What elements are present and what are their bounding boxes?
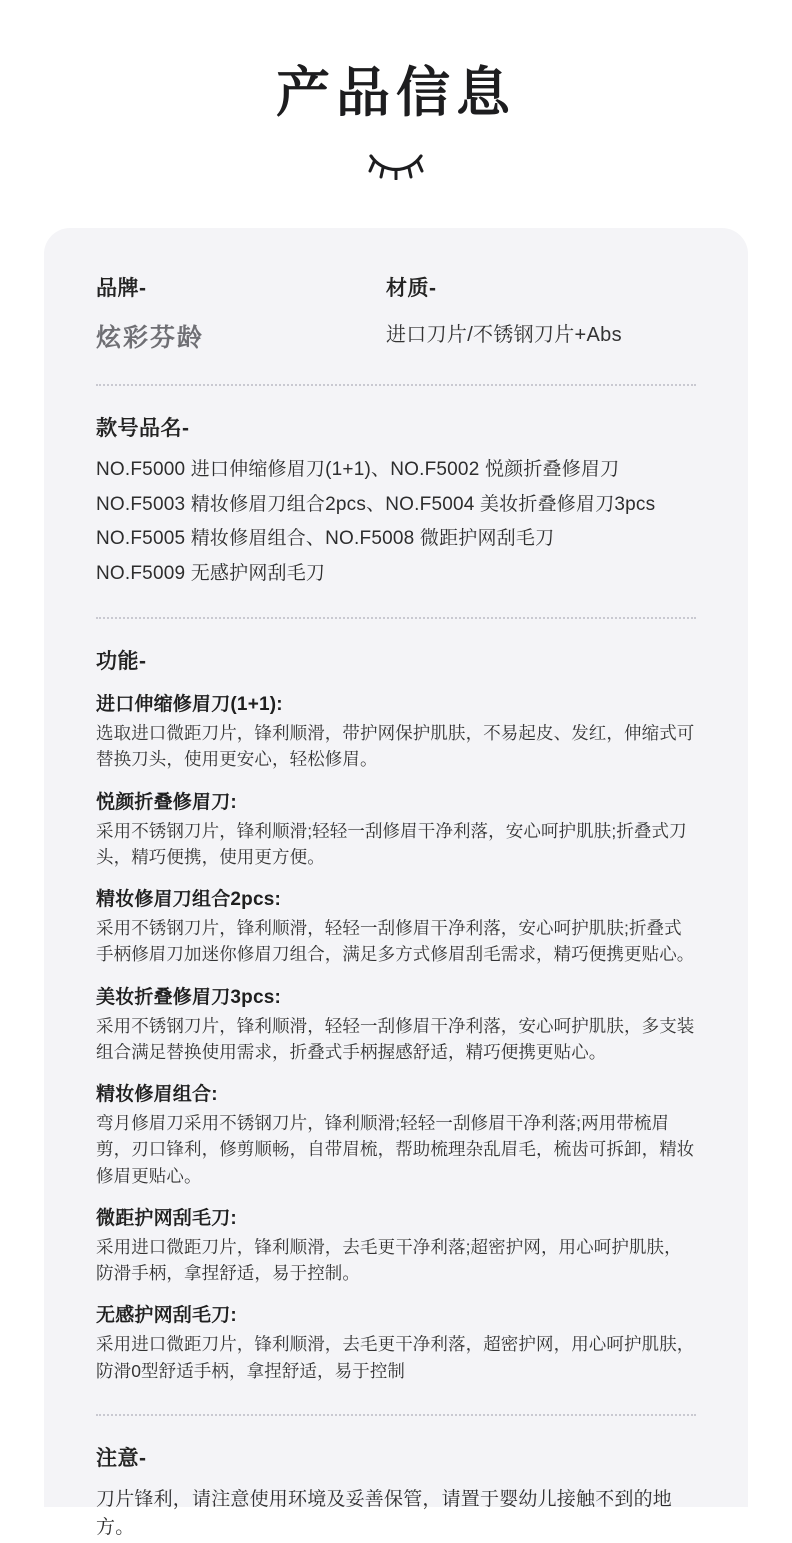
- model-line: NO.F5003 精妆修眉刀组合2pcs、NO.F5004 美妆折叠修眉刀3pcs: [96, 493, 656, 515]
- model-line: NO.F5005 精妆修眉组合、NO.F5008 微距护网刮毛刀: [96, 528, 555, 550]
- feature-item: [96, 787, 696, 871]
- models-list: [96, 456, 696, 587]
- models-label: 款号品名-: [96, 417, 190, 440]
- functions-section: [96, 645, 696, 1384]
- models-section: [96, 412, 696, 587]
- feature-item: [96, 1300, 696, 1384]
- page-title: 产品信息: [276, 63, 516, 123]
- feature-item: [96, 1203, 696, 1287]
- eyelash-ornament-icon: [0, 148, 792, 182]
- functions-label: 功能-: [96, 650, 147, 674]
- brand-value: 炫彩芬龄: [96, 324, 205, 352]
- feature-description: 采用不锈钢刀片，锋利顺滑，轻轻一刮修眉干净利落，安心呵护肌肤;折叠式手柄修眉刀加迷你修眉刀组合，满足多方式修眉刮毛需求，精巧便携更贴心。: [96, 918, 695, 965]
- divider-3: [96, 1414, 696, 1416]
- feature-description: 采用不锈钢刀片，锋利顺滑;轻轻一刮修眉干净利落，安心呵护肌肤;折叠式刀头，精巧便携，使用更方便。: [96, 820, 687, 867]
- notice-text: 刀片锋利，请注意使用环境及妥善保管，请置于婴幼儿接触不到的地方。: [96, 1488, 673, 1539]
- feature-title: 悦颜折叠修眉刀:: [96, 791, 237, 813]
- feature-description: 弯月修眉刀采用不锈钢刀片，锋利顺滑;轻轻一刮修眉干净利落;两用带梳眉剪，刃口锋利，修剪顺畅，自带眉梳，帮助梳理杂乱眉毛，梳齿可拆卸，精妆修眉更贴心。: [96, 1113, 695, 1186]
- model-line: NO.F5009 无感护网刮毛刀: [96, 562, 326, 584]
- product-info-card: [44, 228, 748, 1539]
- feature-description: 采用不锈钢刀片，锋利顺滑，轻轻一刮修眉干净利落，安心呵护肌肤，多支装组合满足替换使用需求，折叠式手柄握感舒适，精巧便携更贴心。: [96, 1015, 695, 1062]
- feature-description: 采用进口微距刀片，锋利顺滑，去毛更干净利落;超密护网，用心呵护肌肤，防滑手柄，拿捏舒适，易于控制。: [96, 1236, 682, 1284]
- page-header: [0, 0, 792, 182]
- feature-description: 选取进口微距刀片，锋利顺滑，带护网保护肌肤，不易起皮、发红，伸缩式可替换刀头，使用更安心，轻松修眉。: [96, 723, 695, 770]
- feature-title: 精妆修眉刀组合2pcs:: [96, 889, 282, 911]
- divider-2: [96, 617, 696, 619]
- feature-item: [96, 689, 696, 773]
- feature-title: 精妆修眉组合:: [96, 1084, 218, 1106]
- feature-title: 进口伸缩修眉刀(1+1):: [96, 694, 283, 716]
- feature-item: [96, 884, 696, 968]
- feature-title: 美妆折叠修眉刀3pcs:: [96, 986, 282, 1008]
- feature-title: 微距护网刮毛刀:: [96, 1207, 237, 1229]
- notice-label: 注意-: [96, 1446, 147, 1470]
- material-value: 进口刀片/不锈钢刀片+Abs: [386, 324, 622, 346]
- feature-description: 采用进口微距刀片，锋利顺滑，去毛更干净利落，超密护网，用心呵护肌肤，防滑0型舒适手柄，拿捏舒适，易于控制: [96, 1334, 695, 1381]
- brand-label: 品牌-: [96, 277, 147, 300]
- brand-field: [96, 272, 386, 354]
- feature-item: [96, 1079, 696, 1189]
- model-line: NO.F5000 进口伸缩修眉刀(1+1)、NO.F5002 悦颜折叠修眉刀: [96, 459, 620, 480]
- material-field: [386, 272, 696, 347]
- feature-title: 无感护网刮毛刀:: [96, 1305, 237, 1327]
- brand-material-row: [96, 272, 696, 354]
- feature-item: [96, 982, 696, 1066]
- material-label: 材质-: [386, 277, 437, 300]
- divider-1: [96, 384, 696, 386]
- notice-section: [96, 1442, 696, 1543]
